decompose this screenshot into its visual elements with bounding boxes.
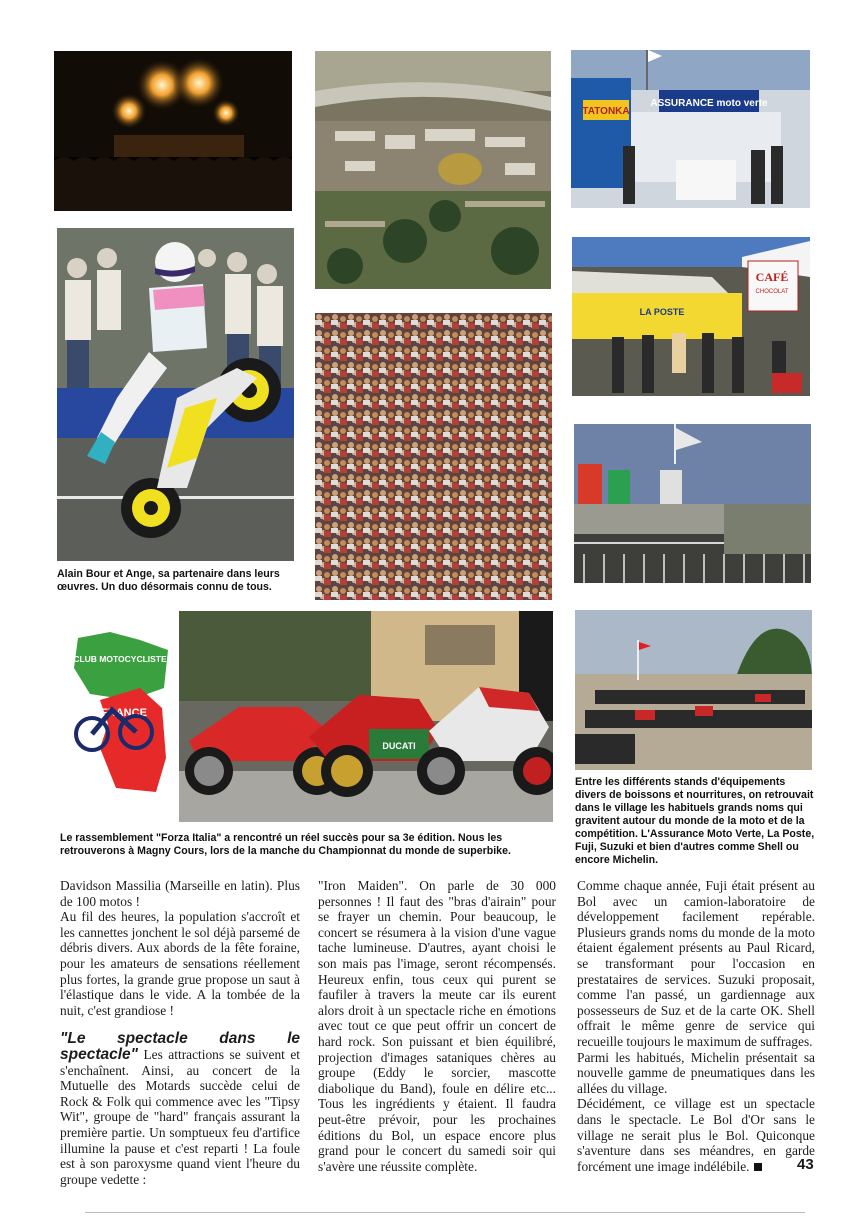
photo-stand-assurance xyxy=(571,50,810,208)
photo-crowd xyxy=(315,313,552,600)
article-paragraph-with-subhead xyxy=(60,1031,300,1187)
caption-wheelie: Alain Bour et Ange, sa partenaire dans leurs œuvres. Un duo désormais connu de tous. xyxy=(57,568,280,593)
club-motocycliste-logo xyxy=(70,628,170,796)
assurance-sign: ASSURANCE moto verte xyxy=(650,98,768,109)
article-paragraph: Au fil des heures, la population s'accroît et les cannettes jonchent le sol déjà parsemé de débris divers. Aux abords de la fête foraine, pour les amateurs de sensations réellement plus fortes, la grande grue propose un saut à l'élastique dans le vide. A la tombée de la nuit, c'est grandiose ! xyxy=(60,909,300,1018)
photo-motorcycle-parking xyxy=(575,610,812,770)
photo-wheelie xyxy=(57,228,294,561)
end-of-article-mark xyxy=(754,1163,762,1171)
caption-village: Entre les différents stands d'équipements divers de boissons et nourritures, on retrouvait dans le village les habituels grands noms qui gravitent autour du monde de la moto et de la compétition. L'Assurance Moto Verte, La Poste, Fuji, Suzuki et bien d'autres comme Shell ou encore Michelin. xyxy=(575,776,815,866)
photo-ducati-row xyxy=(179,611,553,822)
article-text: Les attractions se suivent et s'enchaînent. Ainsi, au concert de la Mutuelle des Motards succède celui de Rock & Folk qui commence avec les "Tipsy Wit", groupe de "hard" français assurant la première partie. Un somptueux feu d'artifice illumine la pause et c'est reparti ! La foule est à son paroxysme quand vient l'heure du groupe vedette : xyxy=(60,1046,300,1187)
cafe-sign: CAFÉ xyxy=(755,270,789,284)
photo-grandstand xyxy=(574,424,811,583)
logo-text-top: CLUB MOTOCYCLISTE xyxy=(73,654,167,664)
photo-cafe-stand xyxy=(572,237,810,396)
ducati-logo-text: DUCATI xyxy=(382,741,416,751)
tatonka-sign: TATONKA xyxy=(582,106,630,117)
article-paragraph: Parmi les habitués, Michelin présentait sa nouvelle gamme de pneumatiques dans les allées du village. xyxy=(577,1049,815,1096)
photo-concert xyxy=(54,51,292,211)
article-column-1 xyxy=(60,878,300,1187)
article-column-2 xyxy=(318,878,556,1174)
caption-forza-italia: Le rassemblement "Forza Italia" a rencontré un réel succès pour sa 3e édition. Nous les retrouverons à Magny Cours, lors de la manche du Championnat du monde de superbike. xyxy=(60,832,511,857)
article-text: Décidément, ce village est un spectacle dans le spectacle. Le Bol d'Or sans le village ne serait plus le Bol. Quiconque s'aventure dans ses méandres, en garde forcément une image indélébile. xyxy=(577,1096,815,1174)
article-column-3 xyxy=(577,878,815,1174)
article-paragraph: Davidson Massilia (Marseille en latin). Plus de 100 motos ! xyxy=(60,878,300,909)
bottom-rule xyxy=(85,1212,805,1213)
photo-aerial xyxy=(315,51,551,289)
chocolat-sign: CHOCOLAT xyxy=(755,289,789,295)
logo-text-middle: FRANCE xyxy=(101,707,147,719)
article-paragraph: "Iron Maiden". On parle de 30 000 personnes ! Il faut des "bras d'airain" pour se frayer un chemin. Pour beaucoup, le concert se résumera à la vision d'une vague tache lumineuse. D'autres, ayant choisi le son mais pas l'image, seront récompensés. Heureux enfin, tous ceux qui purent se faufiler à travers la meute car ils eurent alors droit à un spectacle riche en émotions avec tout ce que peut offrir un concert de hard rock. Son puissant et bien équilibré, projection d'images sataniques chères au groupe (Eddy le sorcier, mascotte diabolique du Band), foule en délire etc... Tous les ingrédients y étaient. Il faudra peut-être prévoir, pour les prochaines éditions du Bol, un espace encore plus grand pour le concert du samedi soir qui s'avère une réussite complète. xyxy=(318,878,556,1174)
article-paragraph: Comme chaque année, Fuji était présent au Bol avec un camion-laboratoire de développement facilement repérable. Plusieurs grands noms du monde de la moto étaient également présents au Paul Ricard, se transformant pour l'occasion en prestataires de services. Suzuki proposait, comme l'an passé, un gardiennage aux possesseurs de Suz et de la carte OK. Shell offrait le même genre de service qui recueille toujours le maximum de suffrages. xyxy=(577,878,815,1049)
page-number: 43 xyxy=(797,1156,814,1173)
article-paragraph xyxy=(577,1096,815,1174)
subhead-spectacle: "Le spectacle dans le spectacle" xyxy=(60,1030,300,1063)
la-poste-sign: LA POSTE xyxy=(639,307,685,317)
